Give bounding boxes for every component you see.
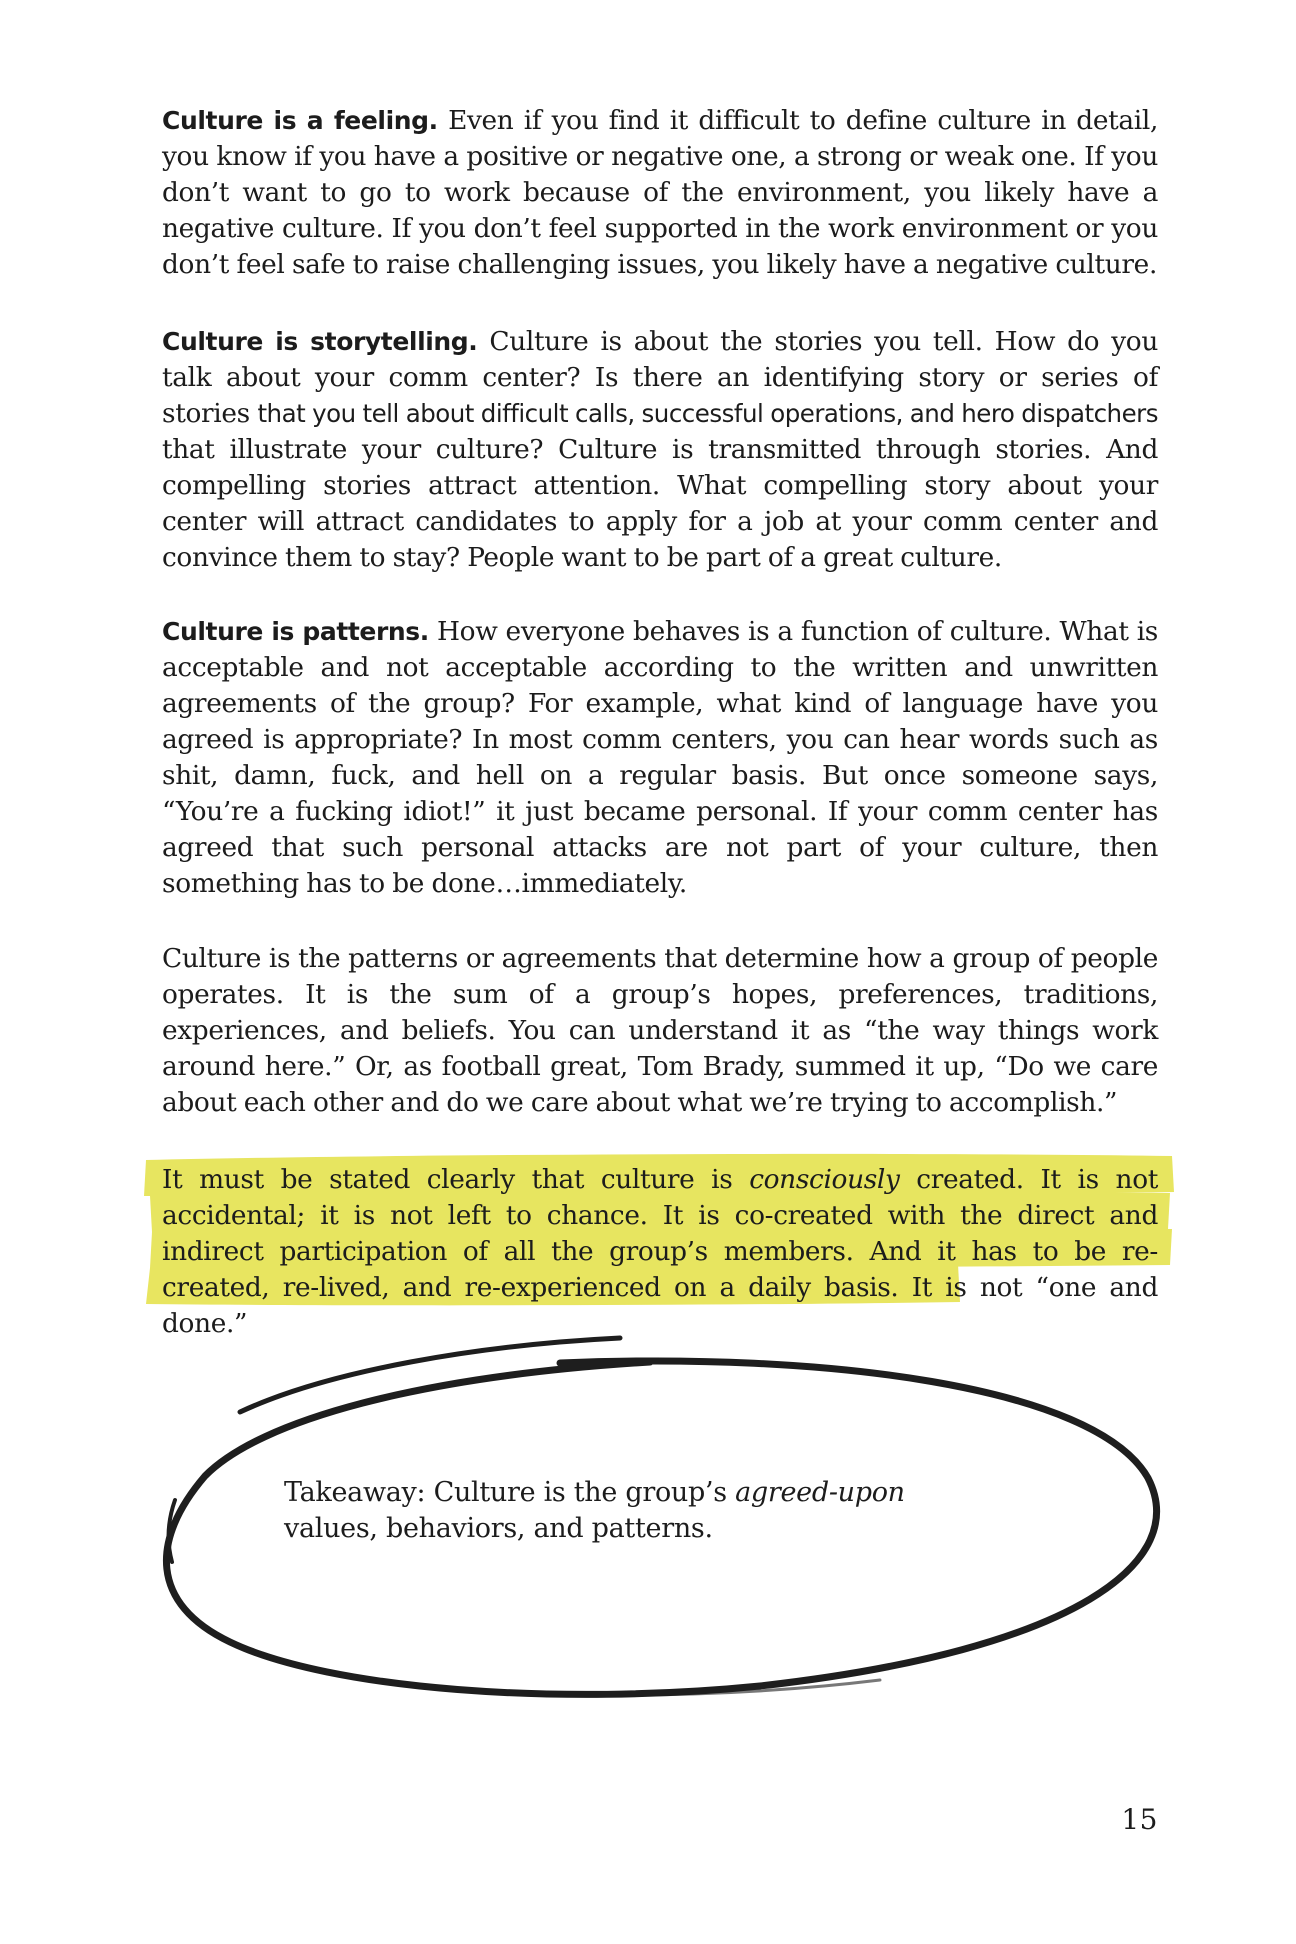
paragraph-lead: Culture is a feeling.: [162, 106, 438, 135]
paragraph-emphasis: consciously: [749, 1164, 900, 1195]
paragraph-body: Even if you find it difficult to define culture in detail, you know if you have a positive or negative one, a strong or weak one. If you don’t want to go to work because of the environment, you likely have a negative culture. If you don’t feel supported in the work environment or you don’t feel safe to raise challenging issues, you likely have a negative culture.: [162, 105, 1158, 280]
takeaway-emphasis: agreed-upon: [735, 1477, 905, 1508]
paragraph-body-sans-segment: that you tell about difficult calls, successful operations, and hero dispatchers: [257, 399, 1158, 428]
paragraph-body: that illustrate your culture? Culture is transmitted through stories. And compelling stories attract attention. What compelling story about your center will attract candidates to apply for a job at your comm center and convince them to stay? People want to be part of a great culture.: [162, 434, 1158, 573]
paragraph-lead: Culture is storytelling.: [162, 327, 478, 356]
paragraph-body: Culture is the patterns or agreements that determine how a group of people operates. It is the sum of a group’s hopes, preferences, traditions, experiences, and beliefs. You can understand it as “the way things work around here.” Or, as football great, Tom Brady, summed it up, “Do we care about each other and do we care about what we’re trying to accomplish.”: [162, 943, 1158, 1118]
paragraph-body: created. It is not accidental; it is not left to chance. It is co-created with the direct and indirect participation of all the group’s members. And it has to be re-created, re-lived, and re-experienced on a daily basis. It is not “one and done.”: [162, 1164, 1159, 1339]
paragraph-lead: Culture is patterns.: [162, 617, 429, 646]
paragraph-body: Culture is about the stories you tell. How do you talk about your comm center? Is there an identifying story or series of stories: [162, 326, 1158, 429]
paragraph-body: How everyone behaves is a function of culture. What is acceptable and not acceptable according to the written and unwritten agreements of the group? For example, what kind of language have you agreed is appropriate? In most comm centers, you can hear words such as shit, damn, fuck, and hell on a regular basis. But once someone says, “You’re a fucking idiot!” it just became personal. If your comm center has agreed that such personal attacks are not part of your culture, then something has to be done…immediately.: [162, 616, 1158, 899]
takeaway-body: values, behaviors, and patterns.: [284, 1513, 713, 1544]
ellipse-stroke-top-overlap: [240, 1338, 620, 1412]
takeaway-text: [284, 1475, 1004, 1547]
paragraph-body: It must be stated clearly that culture is: [162, 1164, 750, 1195]
page-number: 15: [1121, 1803, 1158, 1836]
takeaway-body: Takeaway: Culture is the group’s: [284, 1477, 736, 1508]
